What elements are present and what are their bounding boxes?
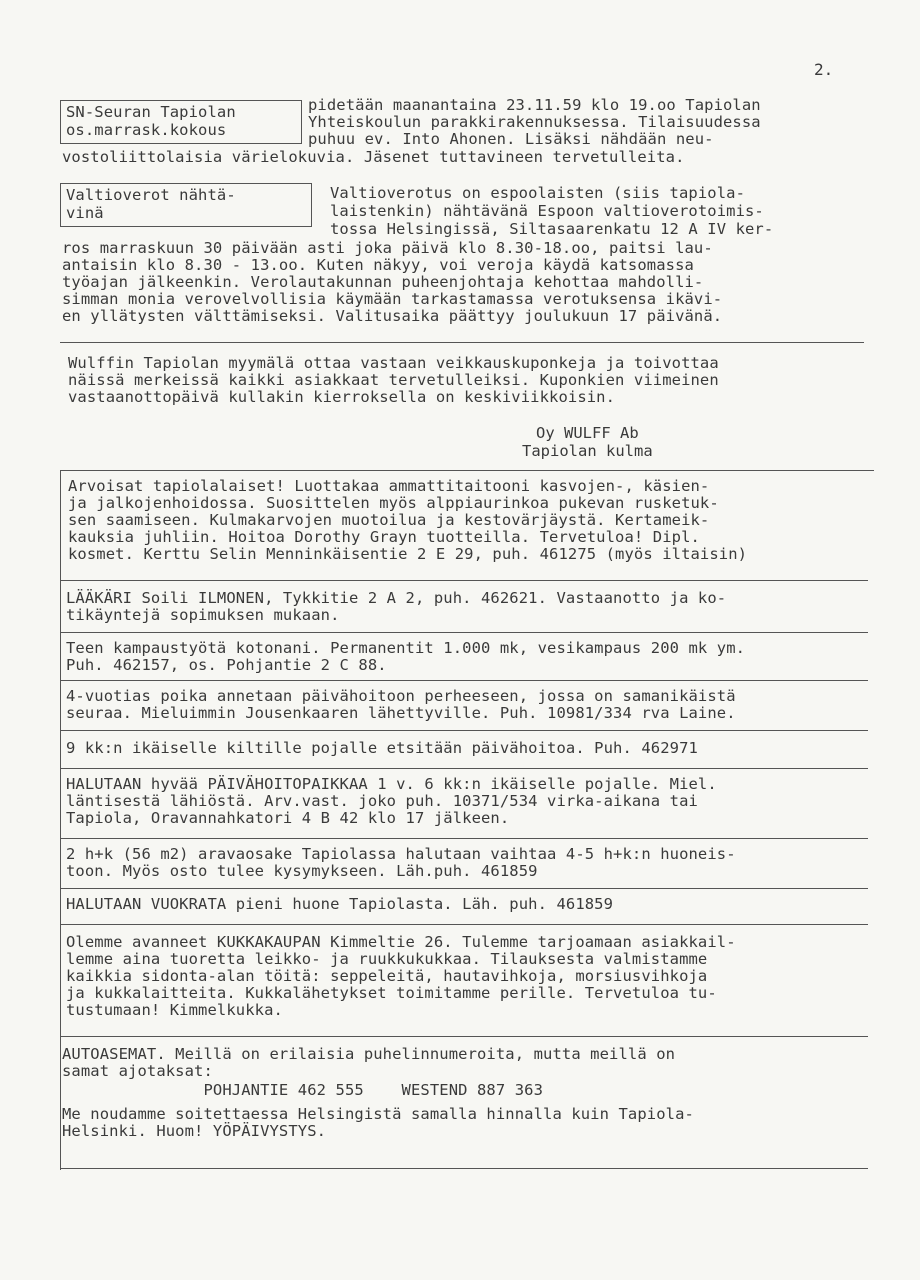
ad-line: kosmet. Kerttu Selin Menninkäisentie 2 E 29, puh. 461275 (myös iltaisin) <box>68 545 748 563</box>
ad-line: sen saamiseen. Kulmakarvojen muotoilua ja kestovärjäystä. Kertameik- <box>68 511 710 529</box>
ad-line: Tapiola, Oravannahkatori 4 B 42 klo 17 jälkeen. <box>66 809 510 827</box>
ad-line: kaikkia sidonta-alan töitä: seppeleitä, hautavihkoja, morsiusvihkoja <box>66 967 708 985</box>
divider <box>60 580 868 581</box>
text-line: antaisin klo 8.30 - 13.oo. Kuten näkyy, voi veroja käydä katsomassa <box>62 256 694 274</box>
signature-place: Tapiolan kulma <box>522 442 653 460</box>
signature-company: Oy WULFF Ab <box>536 424 639 442</box>
ad-line: Teen kampaustyötä kotonani. Permanentit 1.000 mk, vesikampaus 200 mk ym. <box>66 639 746 657</box>
divider <box>60 1036 868 1037</box>
divider <box>60 730 868 731</box>
divider <box>60 470 874 471</box>
ad-line: Helsinki. Huom! YÖPÄIVYSTYS. <box>62 1122 327 1140</box>
divider <box>60 1168 868 1169</box>
divider <box>60 632 868 633</box>
ad-line: ja jalkojenhoidossa. Suosittelen myös alppiaurinkoa pukevan rusketuk- <box>68 494 719 512</box>
heading-valtioverot-line-1: Valtioverot nähtä- <box>66 186 236 204</box>
ad-line: HALUTAAN VUOKRATA pieni huone Tapiolasta. Läh. puh. 461859 <box>66 895 614 913</box>
ad-line: ja kukkalaitteita. Kukkalähetykset toimitamme perille. Tervetuloa tu- <box>66 984 717 1002</box>
ad-line: tikäyntejä sopimuksen mukaan. <box>66 606 340 624</box>
ad-line: läntisestä lähiöstä. Arv.vast. joko puh. 10371/534 virka-aikana tai <box>66 792 698 810</box>
ad-line: samat ajotaksat: <box>62 1062 213 1080</box>
text-line: vastaanottopäivä kullakin kierroksella on keskiviikkoisin. <box>68 388 616 406</box>
ad-line: kauksia juhliin. Hoitoa Dorothy Grayn tuotteilla. Tervetuloa! Dipl. <box>68 528 700 546</box>
text-line: simman monia verovelvollisia käymään tarkastamassa verotuksensa ikävi- <box>62 290 723 308</box>
text-line: näissä merkeissä kaikki asiakkaat tervetulleiksi. Kuponkien viimeinen <box>68 371 719 389</box>
divider <box>60 342 864 343</box>
divider <box>60 838 868 839</box>
ad-line: POHJANTIE 462 555 WESTEND 887 363 <box>62 1081 544 1099</box>
text-line: Yhteiskoulun parakkirakennuksessa. Tilaisuudessa <box>308 113 761 131</box>
ad-line: 4-vuotias poika annetaan päivähoitoon perheeseen, jossa on samanikäistä <box>66 687 736 705</box>
divider <box>60 924 868 925</box>
heading-sn-seura-line-2: os.marrask.kokous <box>66 121 227 139</box>
ad-line: Me noudamme soitettaessa Helsingistä samalla hinnalla kuin Tapiola- <box>62 1105 694 1123</box>
divider <box>60 768 868 769</box>
ad-line: Olemme avanneet KUKKAKAUPAN Kimmeltie 26. Tulemme tarjoamaan asiakkail- <box>66 933 736 951</box>
heading-valtioverot-line-2: vinä <box>66 204 104 222</box>
text-line: Valtioverotus on espoolaisten (siis tapiola- <box>330 184 745 202</box>
ad-line: Puh. 462157, os. Pohjantie 2 C 88. <box>66 656 387 674</box>
ad-line: lemme aina tuoretta leikko- ja ruukkukukkaa. Tilauksesta valmistamme <box>66 950 708 968</box>
text-line: Wulffin Tapiolan myymälä ottaa vastaan veikkauskuponkeja ja toivottaa <box>68 354 719 372</box>
ad-line: seuraa. Mieluimmin Jousenkaaren lähettyville. Puh. 10981/334 rva Laine. <box>66 704 736 722</box>
ad-line: Arvoisat tapiolalaiset! Luottakaa ammattitaitooni kasvojen-, käsien- <box>68 477 710 495</box>
ad-line: toon. Myös osto tulee kysymykseen. Läh.puh. 461859 <box>66 862 538 880</box>
text-line: työajan jälkeenkin. Verolautakunnan puheenjohtaja kehottaa mahdolli- <box>62 273 704 291</box>
text-line: tossa Helsingissä, Siltasaarenkatu 12 A IV ker- <box>330 220 774 238</box>
text-line: en yllätysten välttämiseksi. Valitusaika päättyy joulukuun 17 päivänä. <box>62 307 723 325</box>
text-line: ros marraskuun 30 päivään asti joka päivä klo 8.30-18.oo, paitsi lau- <box>62 239 713 257</box>
heading-sn-seura-line-1: SN-Seuran Tapiolan <box>66 103 236 121</box>
text-line: pidetään maanantaina 23.11.59 klo 19.oo Tapiolan <box>308 96 761 114</box>
text-line: vostoliittolaisia värielokuvia. Jäsenet tuttavineen tervetulleita. <box>62 148 685 166</box>
ads-left-border <box>60 470 61 1170</box>
divider <box>60 680 868 681</box>
ad-line: tustumaan! Kimmelkukka. <box>66 1001 283 1019</box>
text-line: laistenkin) nähtävänä Espoon valtioverotoimis- <box>330 202 764 220</box>
page-number: 2. <box>814 60 834 79</box>
ad-line: 2 h+k (56 m2) aravaosake Tapiolassa halutaan vaihtaa 4-5 h+k:n huoneis- <box>66 845 736 863</box>
divider <box>60 888 868 889</box>
ad-line: AUTOASEMAT. Meillä on erilaisia puhelinnumeroita, mutta meillä on <box>62 1045 676 1063</box>
ad-line: HALUTAAN hyvää PÄIVÄHOITOPAIKKAA 1 v. 6 kk:n ikäiselle pojalle. Miel. <box>66 775 717 793</box>
ad-line: 9 kk:n ikäiselle kiltille pojalle etsitään päivähoitoa. Puh. 462971 <box>66 739 698 757</box>
ad-line: LÄÄKÄRI Soili ILMONEN, Tykkitie 2 A 2, puh. 462621. Vastaanotto ja ko- <box>66 589 727 607</box>
text-line: puhuu ev. Into Ahonen. Lisäksi nähdään neu- <box>308 130 714 148</box>
